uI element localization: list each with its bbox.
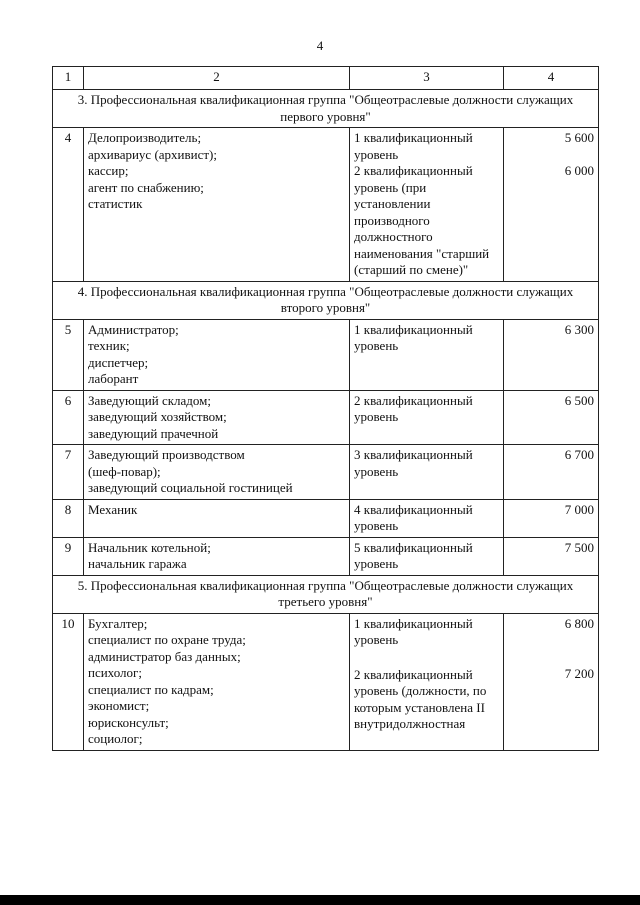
position: Механик xyxy=(88,501,138,517)
row-number: 5 xyxy=(53,319,84,390)
position: юрисконсульт; xyxy=(88,714,169,730)
level-text: 5 квалификационный уровень xyxy=(350,537,504,575)
positions-cell xyxy=(84,319,350,390)
position: Делопроизводитель; xyxy=(88,130,202,145)
position: диспетчер; xyxy=(88,354,149,370)
position: социолог; xyxy=(88,731,143,746)
position: Заведующий складом; xyxy=(88,392,211,408)
position: заведующий хозяйством; xyxy=(88,409,227,424)
table-row xyxy=(53,445,599,500)
positions-cell xyxy=(84,499,350,537)
position: Бухгалтер; xyxy=(88,615,148,631)
salary-value: 5 600 xyxy=(564,130,594,145)
level-text: 2 квалификационный уровень (должности, по которым установлена II внутридолжностная xyxy=(354,666,487,731)
position: психолог; xyxy=(88,665,142,680)
positions-cell xyxy=(84,128,350,282)
position: начальник гаража xyxy=(88,556,187,571)
salary-value: 6 000 xyxy=(564,162,594,178)
position: агент по снабжению; xyxy=(88,179,204,195)
table-row xyxy=(53,613,599,750)
header-col-4: 4 xyxy=(504,67,599,90)
position: статистик xyxy=(88,196,143,211)
position: специалист по охране труда; xyxy=(88,632,246,647)
row-number: 10 xyxy=(53,613,84,750)
table-row xyxy=(53,319,599,390)
position: кассир; xyxy=(88,163,129,178)
position: техник; xyxy=(88,338,130,353)
group-title: 3. Профессиональная квалификационная группа "Общеотраслевые должности служащих первого уровня" xyxy=(53,90,599,128)
salary-value: 7 200 xyxy=(564,666,594,681)
header-row xyxy=(53,67,599,90)
salary-value: 6 300 xyxy=(504,319,599,390)
position: Начальник котельной; xyxy=(88,539,211,555)
group-title: 4. Профессиональная квалификационная группа "Общеотраслевые должности служащих второго уровня" xyxy=(53,281,599,319)
salary-value: 7 500 xyxy=(504,537,599,575)
levels-cell xyxy=(350,613,504,750)
scan-bottom-edge xyxy=(0,895,640,905)
position: заведующий прачечной xyxy=(88,425,219,441)
levels-cell xyxy=(350,128,504,282)
page-number: 4 xyxy=(316,38,324,53)
level-text: 4 квалификационный уровень xyxy=(350,499,504,537)
level-text: 2 квалификационный уровень xyxy=(350,390,504,445)
group-title: 5. Профессиональная квалификационная группа "Общеотраслевые должности служащих третьего уровня" xyxy=(53,575,599,613)
level-text: 3 квалификационный уровень xyxy=(350,445,504,500)
header-col-2: 2 xyxy=(84,67,350,90)
row-number: 4 xyxy=(53,128,84,282)
positions-cell xyxy=(84,613,350,750)
table-row xyxy=(53,499,599,537)
qualification-table xyxy=(52,66,599,751)
position: архивариус (архивист); xyxy=(88,146,217,162)
row-number: 9 xyxy=(53,537,84,575)
salary-value: 7 000 xyxy=(504,499,599,537)
group-heading-row xyxy=(53,90,599,128)
salary-value: 6 800 xyxy=(564,615,594,631)
position: экономист; xyxy=(88,698,150,713)
level-text: 1 квалификационный уровень xyxy=(354,130,473,162)
position: специалист по кадрам; xyxy=(88,681,214,697)
level-text: 2 квалификационный уровень (при установлении производного должностного наименования "старший (старший по смене)" xyxy=(354,163,490,277)
level-text: 1 квалификационный уровень xyxy=(354,615,473,647)
group-heading-row xyxy=(53,281,599,319)
table-row xyxy=(53,390,599,445)
group-heading-row xyxy=(53,575,599,613)
header-col-1: 1 xyxy=(53,67,84,90)
position: заведующий социальной гостиницей xyxy=(88,480,293,495)
level-text: 1 квалификационный уровень xyxy=(350,319,504,390)
row-number: 7 xyxy=(53,445,84,500)
table-row xyxy=(53,537,599,575)
positions-cell xyxy=(84,445,350,500)
row-number: 8 xyxy=(53,499,84,537)
position: Заведующий производством xyxy=(88,447,245,462)
position: администратор баз данных; xyxy=(88,648,241,664)
position: Администратор; xyxy=(88,321,179,337)
position: (шеф-повар); xyxy=(88,463,161,479)
positions-cell xyxy=(84,390,350,445)
position: лаборант xyxy=(88,371,139,386)
row-number: 6 xyxy=(53,390,84,445)
salary-cell xyxy=(504,128,599,282)
salary-cell xyxy=(504,613,599,750)
salary-value: 6 700 xyxy=(504,445,599,500)
table-row xyxy=(53,128,599,282)
header-col-3: 3 xyxy=(350,67,504,90)
positions-cell xyxy=(84,537,350,575)
salary-value: 6 500 xyxy=(504,390,599,445)
